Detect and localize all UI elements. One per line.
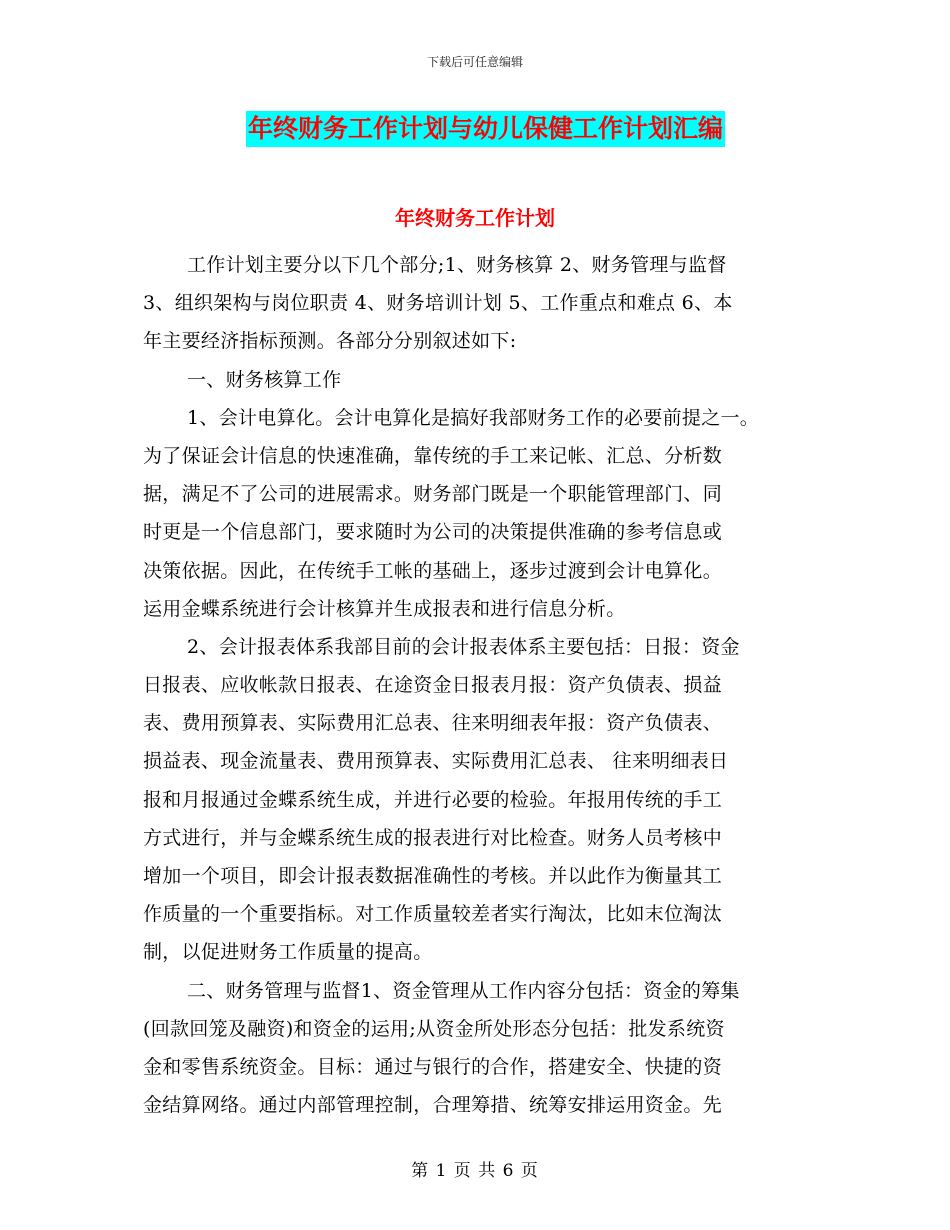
body-line: 一、财务核算工作 (187, 368, 342, 391)
body-line: 制，以促进财务工作质量的提高。 (143, 941, 433, 964)
body-line: 为了保证会计信息的快速准确，靠传统的手工来记帐、汇总、分析数 (143, 444, 723, 467)
body-line: (回款回笼及融资)和资金的运用;从资金所处形态分包括：批发系统资 (143, 1017, 725, 1040)
page-footer: 第 1 页 共 6 页 (411, 1161, 539, 1181)
header-note: 下载后可任意编辑 (426, 55, 523, 69)
document-body (143, 246, 813, 1124)
body-line: 年主要经济指标预测。各部分分别叙述如下: (143, 330, 517, 353)
body-line: 工作计划主要分以下几个部分;1、财务核算 2、财务管理与监督 (187, 254, 727, 276)
body-line: 金和零售系统资金。目标：通过与银行的合作，搭建安全、快捷的资 (143, 1055, 723, 1078)
body-line: 2、会计报表体系我部目前的会计报表体系主要包括：日报：资金 (187, 635, 740, 658)
body-line: 损益表、现金流量表、费用预算表、实际费用汇总表、 往来明细表日 (143, 750, 729, 773)
body-line: 表、费用预算表、实际费用汇总表、往来明细表年报：资产负债表、 (143, 712, 723, 735)
body-line: 增加一个项目，即会计报表数据准确性的考核。并以此作为衡量其工 (143, 865, 723, 887)
body-line: 运用金蝶系统进行会计核算并生成报表和进行信息分析。 (143, 597, 626, 620)
body-line: 据，满足不了公司的进展需求。财务部门既是一个职能管理部门、同 (143, 483, 723, 506)
body-line: 日报表、应收帐款日报表、在途资金日报表月报：资产负债表、损益 (143, 674, 723, 697)
body-line: 1、会计电算化。会计电算化是搞好我部财务工作的必要前提之一。 (187, 406, 760, 429)
body-line: 3、组织架构与岗位职责 4、财务培训计划 5、工作重点和难点 6、本 (143, 292, 733, 315)
section-title: 年终财务工作计划 (395, 206, 555, 230)
body-line: 决策依据。因此，在传统手工帐的基础上，逐步过渡到会计电算化。 (143, 559, 723, 582)
body-line: 时更是一个信息部门，要求随时为公司的决策提供准确的参考信息或 (143, 521, 723, 544)
body-line: 二、财务管理与监督1、资金管理从工作内容分包括：资金的筹集 (187, 979, 740, 1002)
body-line: 方式进行，并与金蝶系统生成的报表进行对比检查。财务人员考核中 (143, 826, 723, 849)
body-line: 作质量的一个重要指标。对工作质量较差者实行淘汰，比如末位淘汰 (143, 903, 723, 926)
body-line: 金结算网络。通过内部管理控制，合理筹措、统筹安排运用资金。先 (143, 1094, 723, 1117)
body-line: 报和月报通过金蝶系统生成，并进行必要的检验。年报用传统的手工 (143, 788, 723, 811)
document-title: 年终财务工作计划与幼儿保健工作计划汇编 (246, 111, 725, 147)
